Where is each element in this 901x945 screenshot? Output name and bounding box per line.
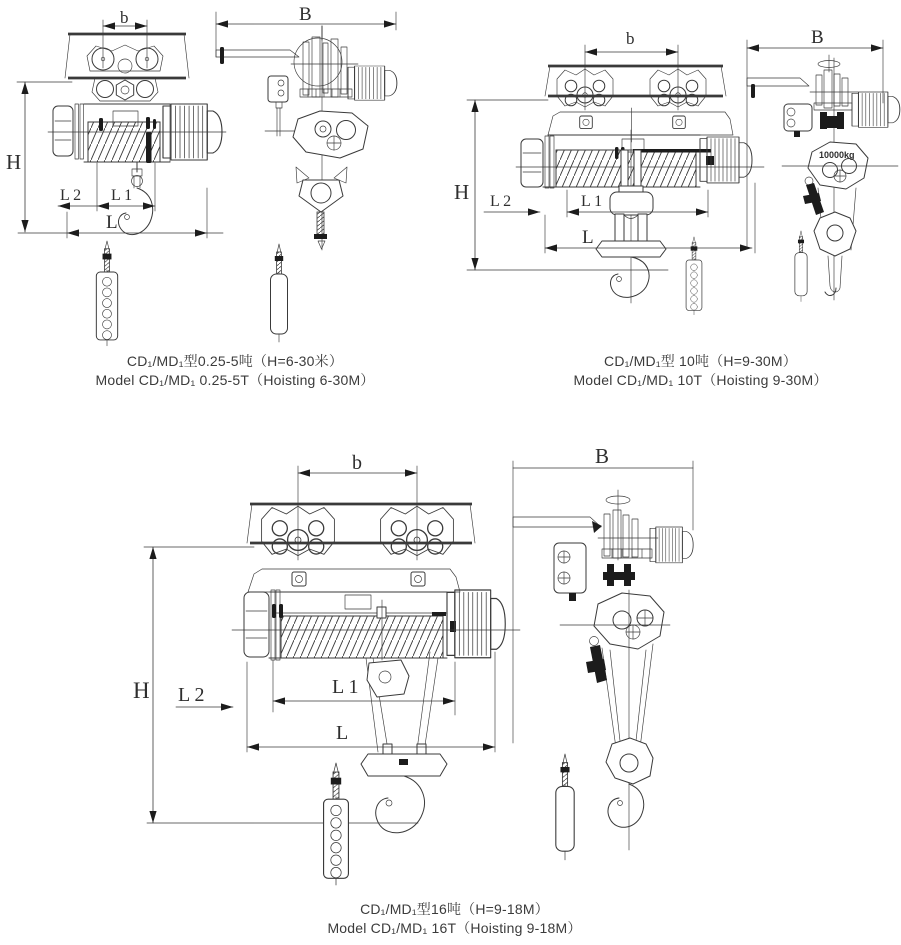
rope-drum: [281, 616, 443, 658]
limit-switch-box: [784, 104, 812, 137]
trolley: [87, 45, 163, 101]
trolley-side: [598, 510, 693, 563]
dim-label-L1: L 1: [581, 193, 603, 210]
pendant-control-front: [324, 763, 349, 885]
dim-label-B: B: [299, 4, 312, 25]
anti-tip-arm: [216, 50, 299, 57]
dim-label-B: B: [811, 27, 824, 48]
figure-hoist-025-5t: [6, 4, 397, 346]
figure-hoist-16t: [133, 444, 693, 885]
pendant-control-front: [686, 237, 702, 315]
limit-switch-box: [554, 543, 586, 601]
caption-line-zh: CD₁/MD₁型 10吨（H=9-30M）: [604, 353, 797, 369]
travel-motor: [650, 527, 693, 563]
anti-tip-arm: [513, 517, 601, 527]
dim-label-L: L: [106, 212, 118, 233]
hoist-body: [232, 590, 520, 660]
side-view-10t: [747, 27, 900, 302]
hoist-body: [48, 104, 226, 163]
dim-label-H: H: [454, 180, 470, 204]
dim-label-L2: L 2: [178, 684, 205, 706]
caption-line-en: Model CD₁/MD₁ 10T（Hoisting 9-30M）: [573, 372, 828, 388]
hook-block-side: [293, 111, 368, 249]
suspension-plate: [548, 112, 733, 135]
dim-label-L1: L 1: [332, 676, 359, 698]
travel-motor: [852, 92, 900, 127]
travel-motor: [348, 66, 397, 100]
dim-label-L: L: [336, 722, 349, 744]
figure-hoist-10t: [454, 27, 900, 315]
pendant-control-side: [795, 231, 807, 302]
front-view-16t: [133, 452, 520, 885]
dim-label-L1: L 1: [111, 187, 133, 204]
dim-label-b: b: [352, 452, 362, 474]
side-view-small-hoist: [216, 4, 397, 342]
dim-label-H: H: [133, 678, 150, 703]
hanger-right: [673, 116, 686, 129]
dim-label-H: H: [6, 150, 22, 174]
dim-label-L2: L 2: [490, 193, 512, 210]
hook-load-label: 10000kg: [819, 150, 855, 160]
hanger-right: [411, 572, 425, 586]
caption-hoist-16t: [282, 900, 627, 938]
dim-label-b: b: [120, 8, 129, 27]
hanger-left: [292, 572, 306, 586]
front-view-small-hoist: [6, 8, 226, 346]
caption-line-en: Model CD₁/MD₁ 0.25-5T（Hoisting 6-30M）: [95, 372, 375, 388]
dim-label-L2: L 2: [60, 187, 82, 204]
pendant-control-side: [556, 754, 574, 860]
caption-hoist-025-5t: [65, 352, 405, 390]
front-view-10t: [454, 29, 764, 315]
i-beam: [65, 34, 189, 78]
dim-label-L: L: [582, 227, 594, 248]
anti-tip-arm: [747, 78, 809, 86]
limit-switch-box: [268, 76, 288, 136]
rope-tensioner: [586, 637, 607, 684]
lower-hook-block: [606, 738, 653, 827]
lower-hook-block: [814, 212, 856, 295]
dim-label-B: B: [595, 444, 610, 468]
caption-hoist-10t: [528, 352, 873, 390]
hanger-left: [580, 116, 593, 129]
caption-line-en: Model CD₁/MD₁ 16T（Hoisting 9-18M）: [327, 920, 582, 936]
trolley-side: [291, 26, 397, 100]
dim-label-b: b: [626, 29, 635, 48]
caption-line-zh: CD₁/MD₁型16吨（H=9-18M）: [360, 901, 549, 917]
suspension-plate: [248, 569, 460, 592]
pendant-control-front: [96, 241, 117, 346]
caption-line-zh: CD₁/MD₁型0.25-5吨（H=6-30米）: [126, 353, 344, 369]
side-view-16t: [513, 444, 693, 860]
upper-sheave-plate: [367, 660, 409, 697]
upper-hook-block: [808, 142, 868, 189]
pendant-control-side: [271, 244, 288, 342]
